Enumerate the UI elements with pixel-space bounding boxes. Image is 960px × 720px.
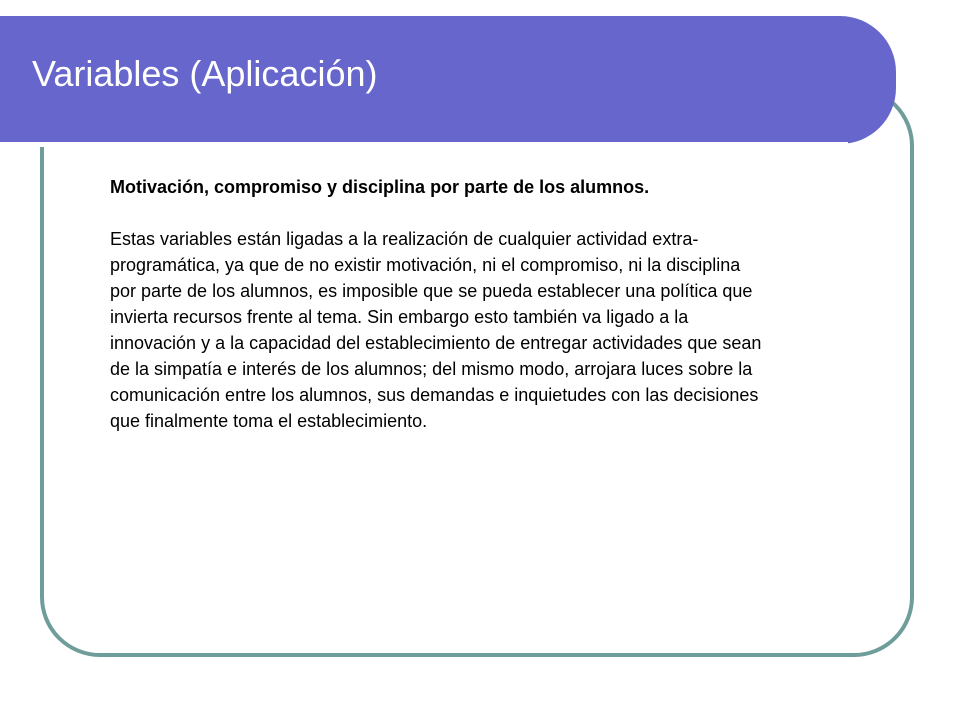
paragraph-line: de la simpatía e interés de los alumnos; del mismo modo, arrojara luces sobre la [110,359,753,379]
paragraph-line: Estas variables están ligadas a la realización de cualquier actividad extra- [110,229,699,249]
paragraph-line: por parte de los alumnos, es imposible que se pueda establecer una política que [110,281,753,301]
slide-body [110,174,900,434]
paragraph-line: innovación y a la capacidad del establecimiento de entregar actividades que sean [110,333,762,353]
paragraph-line: comunicación entre los alumnos, sus demandas e inquietudes con las decisiones [110,385,759,405]
body-paragraph [110,226,900,434]
slide-title: Variables (Aplicación) [32,53,378,94]
paragraph-line: invierta recursos frente al tema. Sin embargo esto también va ligado a la [110,307,689,327]
title-underline [0,142,848,147]
paragraph-line: programática, ya que de no existir motivación, ni el compromiso, ni la disciplina [110,255,741,275]
slide-subtitle: Motivación, compromiso y disciplina por parte de los alumnos. [110,177,650,197]
paragraph-line: que finalmente toma el establecimiento. [110,411,428,431]
